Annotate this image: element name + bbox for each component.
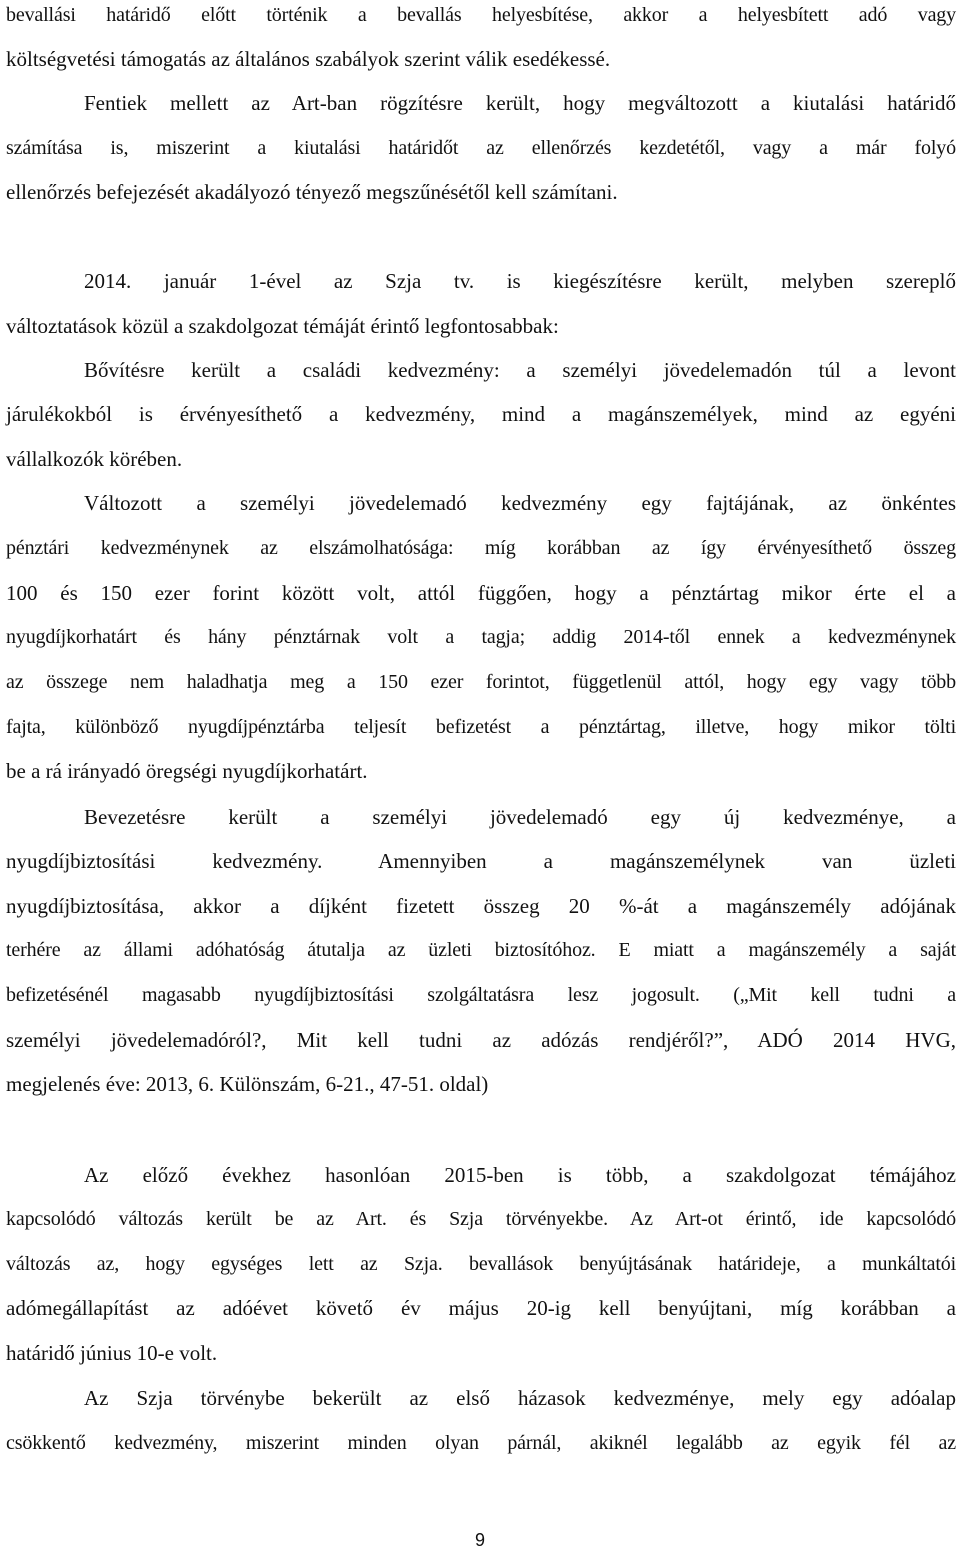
text-line: Változott a személyi jövedelemadó kedvezmény egy fajtájának, az önkéntes (84, 491, 956, 515)
text-line: bevallási határidő előtt történik a bevallás helyesbítése, akkor a helyesbített adó vagy (6, 4, 956, 26)
text-line: járulékokból is érvényesíthető a kedvezmény, mind a magánszemélyek, mind az egyéni (6, 402, 956, 426)
text-line: be a rá irányadó öregségi nyugdíjkorhatárt. (6, 759, 368, 783)
text-line: változtatások közül a szakdolgozat témáját érintő legfontosabbak: (6, 314, 559, 338)
text-line: személyi jövedelemadóról?, Mit kell tudni az adózás rendjéről?”, ADÓ 2014 HVG, (6, 1028, 956, 1052)
text-line: 100 és 150 ezer forint között volt, attól függően, hogy a pénztártag mikor érte el a (6, 581, 956, 605)
text-line: az összege nem haladhatja meg a 150 ezer forintot, függetlenül attól, hogy egy vagy több (6, 671, 956, 693)
text-line: nyugdíjbiztosítása, akkor a díjként fizetett összeg 20 %-át a magánszemély adójának (6, 894, 956, 918)
text-line: számítása is, miszerint a kiutalási határidőt az ellenőrzés kezdetétől, vagy a már folyó (6, 137, 956, 159)
text-line: terhére az állami adóhatóság átutalja az üzleti biztosítóhoz. E miatt a magánszemély a saját (6, 939, 956, 961)
text-line: Az előző évekhez hasonlóan 2015-ben is több, a szakdolgozat témájához (84, 1163, 956, 1187)
text-line: Fentiek mellett az Art-ban rögzítésre került, hogy megváltozott a kiutalási határidő (84, 91, 956, 115)
text-line: Bevezetésre került a személyi jövedelemadó egy új kedvezménye, a (84, 805, 956, 829)
text-line: megjelenés éve: 2013, 6. Különszám, 6-21., 47-51. oldal) (6, 1072, 489, 1096)
text-line: nyugdíjkorhatárt és hány pénztárnak volt a tagja; addig 2014-től ennek a kedvezménynek (6, 626, 956, 648)
text-line: pénztári kedvezménynek az elszámolhatósága: míg korábban az így érvényesíthető összeg (6, 537, 956, 559)
text-line: adómegállapítást az adóévet követő év május 20-ig kell benyújtani, míg korábban a (6, 1296, 956, 1320)
text-line: Az Szja törvénybe bekerült az első házasok kedvezménye, mely egy adóalap (84, 1386, 956, 1410)
text-line: Bővítésre került a családi kedvezmény: a személyi jövedelemadón túl a levont (84, 358, 956, 382)
text-line: költségvetési támogatás az általános szabályok szerint válik esedékessé. (6, 47, 611, 71)
text-line: nyugdíjbiztosítási kedvezmény. Amennyiben a magánszemélynek van üzleti (6, 849, 956, 873)
text-line: ellenőrzés befejezését akadályozó tényező megszűnésétől kell számítani. (6, 180, 618, 204)
text-line: változás az, hogy egységes lett az Szja. bevallások benyújtásának határideje, a munkáltatói (6, 1253, 956, 1275)
text-line: 2014. január 1-ével az Szja tv. is kiegészítésre került, melyben szereplő (84, 269, 956, 293)
text-line: csökkentő kedvezmény, miszerint minden olyan párnál, akiknél legalább az egyik fél az (6, 1432, 956, 1454)
text-line: határidő június 10-e volt. (6, 1341, 218, 1365)
text-line: fajta, különböző nyugdíjpénztárba teljesít befizetést a pénztártag, illetve, hogy mikor tölti (6, 716, 956, 738)
text-line: befizetésénél magasabb nyugdíjbiztosítási szolgáltatásra lesz jogosult. („Mit kell tudni a (6, 984, 956, 1006)
text-line: vállalkozók körében. (6, 447, 183, 471)
page-number: 9 (474, 1530, 485, 1550)
text-line: kapcsolódó változás került be az Art. és Szja törvényekbe. Az Art-ot érintő, ide kapcsolódó (6, 1208, 956, 1230)
